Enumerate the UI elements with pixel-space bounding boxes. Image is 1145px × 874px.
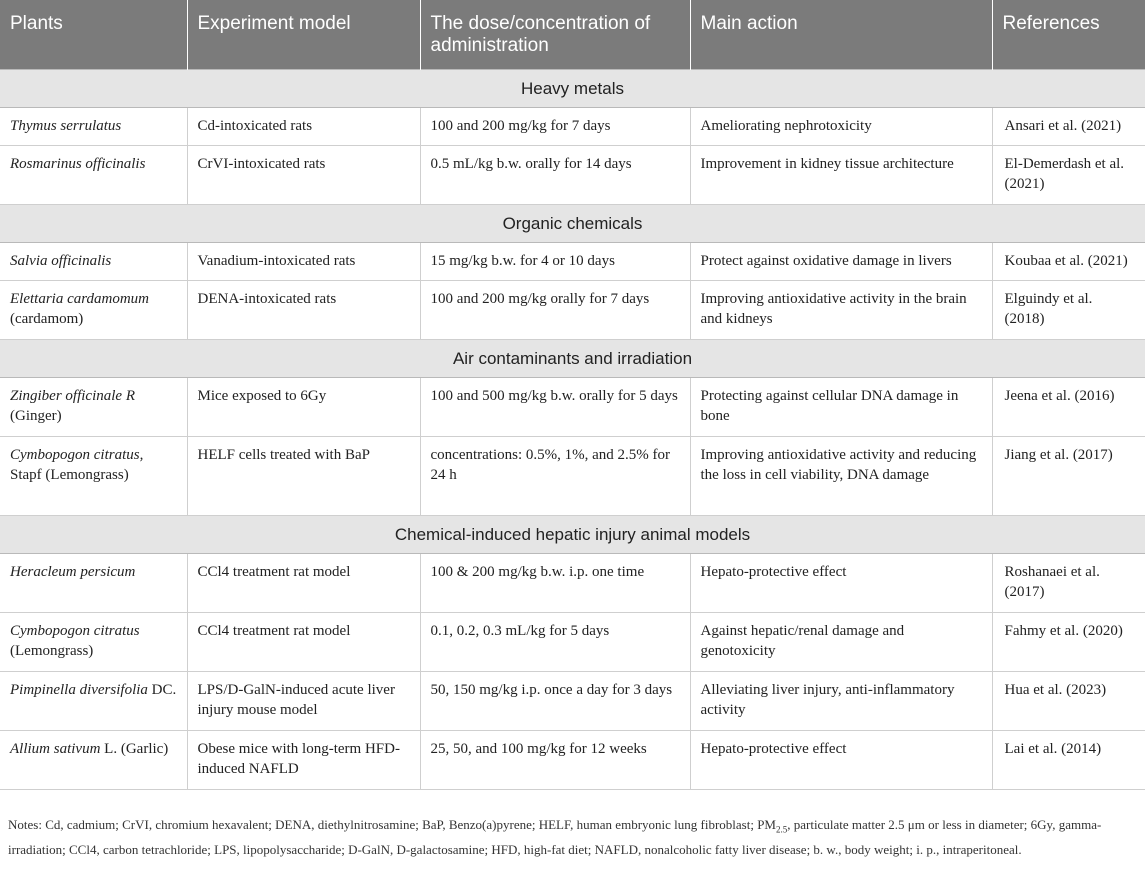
- table-row: [0, 437, 1145, 516]
- section-title: Heavy metals: [0, 70, 1145, 108]
- header-experiment-model: Experiment model: [187, 0, 420, 70]
- plant-name: Thymus serrulatus: [10, 118, 122, 134]
- plant-cell: [0, 554, 187, 613]
- table-row: [0, 378, 1145, 437]
- action-cell: Protect against oxidative damage in livers: [690, 243, 992, 281]
- header-main-action: Main action: [690, 0, 992, 70]
- model-cell: CCl4 treatment rat model: [187, 554, 420, 613]
- model-cell: Cd-intoxicated rats: [187, 108, 420, 146]
- section-title: Chemical-induced hepatic injury animal models: [0, 516, 1145, 554]
- dose-cell: 100 & 200 mg/kg b.w. i.p. one time: [420, 554, 690, 613]
- plant-common-name: (Lemongrass): [10, 643, 94, 659]
- model-cell: Vanadium-intoxicated rats: [187, 243, 420, 281]
- plant-name: Salvia officinalis: [10, 253, 112, 269]
- plant-common-name: Stapf (Lemongrass): [10, 467, 129, 483]
- model-cell: CCl4 treatment rat model: [187, 613, 420, 672]
- model-cell: Obese mice with long-term HFD-induced NAFLD: [187, 731, 420, 790]
- section-row: [0, 205, 1145, 243]
- action-cell: Hepato-protective effect: [690, 731, 992, 790]
- plant-cell: [0, 146, 187, 205]
- header-row: [0, 0, 1145, 70]
- action-cell: Against hepatic/renal damage and genotoxicity: [690, 613, 992, 672]
- reference-cell: Hua et al. (2023): [992, 672, 1145, 731]
- reference-cell: Fahmy et al. (2020): [992, 613, 1145, 672]
- dose-cell: 15 mg/kg b.w. for 4 or 10 days: [420, 243, 690, 281]
- table-row: [0, 108, 1145, 146]
- action-cell: Improving antioxidative activity in the brain and kidneys: [690, 281, 992, 340]
- notes-subscript: 2.5: [775, 824, 788, 835]
- model-cell: DENA-intoxicated rats: [187, 281, 420, 340]
- dose-cell: 25, 50, and 100 mg/kg for 12 weeks: [420, 731, 690, 790]
- reference-cell: Lai et al. (2014): [992, 731, 1145, 790]
- plant-name: Heracleum persicum: [10, 564, 136, 580]
- model-cell: CrVI-intoxicated rats: [187, 146, 420, 205]
- model-cell: Mice exposed to 6Gy: [187, 378, 420, 437]
- plant-common-name: (cardamom): [10, 311, 84, 327]
- reference-cell: Ansari et al. (2021): [992, 108, 1145, 146]
- plant-cell: [0, 243, 187, 281]
- reference-cell: El-Demerdash et al. (2021): [992, 146, 1145, 205]
- plant-name: Zingiber officinale R: [10, 388, 135, 404]
- plant-cell: [0, 378, 187, 437]
- plant-cell: [0, 613, 187, 672]
- table-row: [0, 281, 1145, 340]
- reference-cell: Koubaa et al. (2021): [992, 243, 1145, 281]
- plant-common-name: (Ginger): [10, 408, 62, 424]
- header-plants: Plants: [0, 0, 187, 70]
- section-row: [0, 340, 1145, 378]
- section-title: Organic chemicals: [0, 205, 1145, 243]
- section-row: [0, 516, 1145, 554]
- table-row: [0, 613, 1145, 672]
- dose-cell: 0.1, 0.2, 0.3 mL/kg for 5 days: [420, 613, 690, 672]
- plant-cell: [0, 437, 187, 516]
- plant-name: Cymbopogon citratus: [10, 623, 140, 639]
- section-title: Air contaminants and irradiation: [0, 340, 1145, 378]
- header-dose: The dose/concentration of administration: [420, 0, 690, 70]
- table-row: [0, 672, 1145, 731]
- plant-name: Cymbopogon citratus,: [10, 447, 144, 463]
- plant-common-name: L. (Garlic): [104, 741, 169, 757]
- dose-cell: 50, 150 mg/kg i.p. once a day for 3 days: [420, 672, 690, 731]
- plant-cell: [0, 672, 187, 731]
- reference-cell: Jiang et al. (2017): [992, 437, 1145, 516]
- action-cell: Improving antioxidative activity and reducing the loss in cell viability, DNA damage: [690, 437, 992, 516]
- model-cell: LPS/D-GalN-induced acute liver injury mouse model: [187, 672, 420, 731]
- action-cell: Alleviating liver injury, anti-inflammatory activity: [690, 672, 992, 731]
- action-cell: Hepato-protective effect: [690, 554, 992, 613]
- dose-cell: 100 and 500 mg/kg b.w. orally for 5 days: [420, 378, 690, 437]
- dose-cell: concentrations: 0.5%, 1%, and 2.5% for 24 h: [420, 437, 690, 516]
- table-notes: [8, 815, 1138, 860]
- header-references: References: [992, 0, 1145, 70]
- model-cell: HELF cells treated with BaP: [187, 437, 420, 516]
- table-row: [0, 146, 1145, 205]
- notes-text-continued: , particulate matter 2.5 μm or less in diameter; 6Gy, gamma-irradiation; CCl4, carbon tetrachloride; LPS, lipopolysaccharide; D-GalN, D-galactosamine; HFD, high-fat diet; NAFLD, nonalcoholic fatty liver disease; b. w., body weight; i. p., intraperitoneal.: [8, 817, 1102, 857]
- plant-cell: [0, 281, 187, 340]
- plant-name: Pimpinella diversifolia: [10, 682, 148, 698]
- reference-cell: Elguindy et al. (2018): [992, 281, 1145, 340]
- action-cell: Ameliorating nephrotoxicity: [690, 108, 992, 146]
- table-row: [0, 243, 1145, 281]
- table-row: [0, 554, 1145, 613]
- notes-text: Notes: Cd, cadmium; CrVI, chromium hexavalent; DENA, diethylnitrosamine; BaP, Benzo(a)pyrene; HELF, human embryonic lung fibroblast; PM: [8, 817, 776, 832]
- dose-cell: 100 and 200 mg/kg for 7 days: [420, 108, 690, 146]
- dose-cell: 0.5 mL/kg b.w. orally for 14 days: [420, 146, 690, 205]
- plant-name: Rosmarinus officinalis: [10, 156, 146, 172]
- table-row: [0, 731, 1145, 790]
- plant-cell: [0, 108, 187, 146]
- reference-cell: Roshanaei et al. (2017): [992, 554, 1145, 613]
- plant-name: Elettaria cardamomum: [10, 291, 150, 307]
- plant-cell: [0, 731, 187, 790]
- section-row: [0, 70, 1145, 108]
- dose-cell: 100 and 200 mg/kg orally for 7 days: [420, 281, 690, 340]
- plant-name: Allium sativum: [10, 741, 101, 757]
- action-cell: Protecting against cellular DNA damage in bone: [690, 378, 992, 437]
- reference-cell: Jeena et al. (2016): [992, 378, 1145, 437]
- plant-authority: DC.: [151, 682, 177, 698]
- action-cell: Improvement in kidney tissue architecture: [690, 146, 992, 205]
